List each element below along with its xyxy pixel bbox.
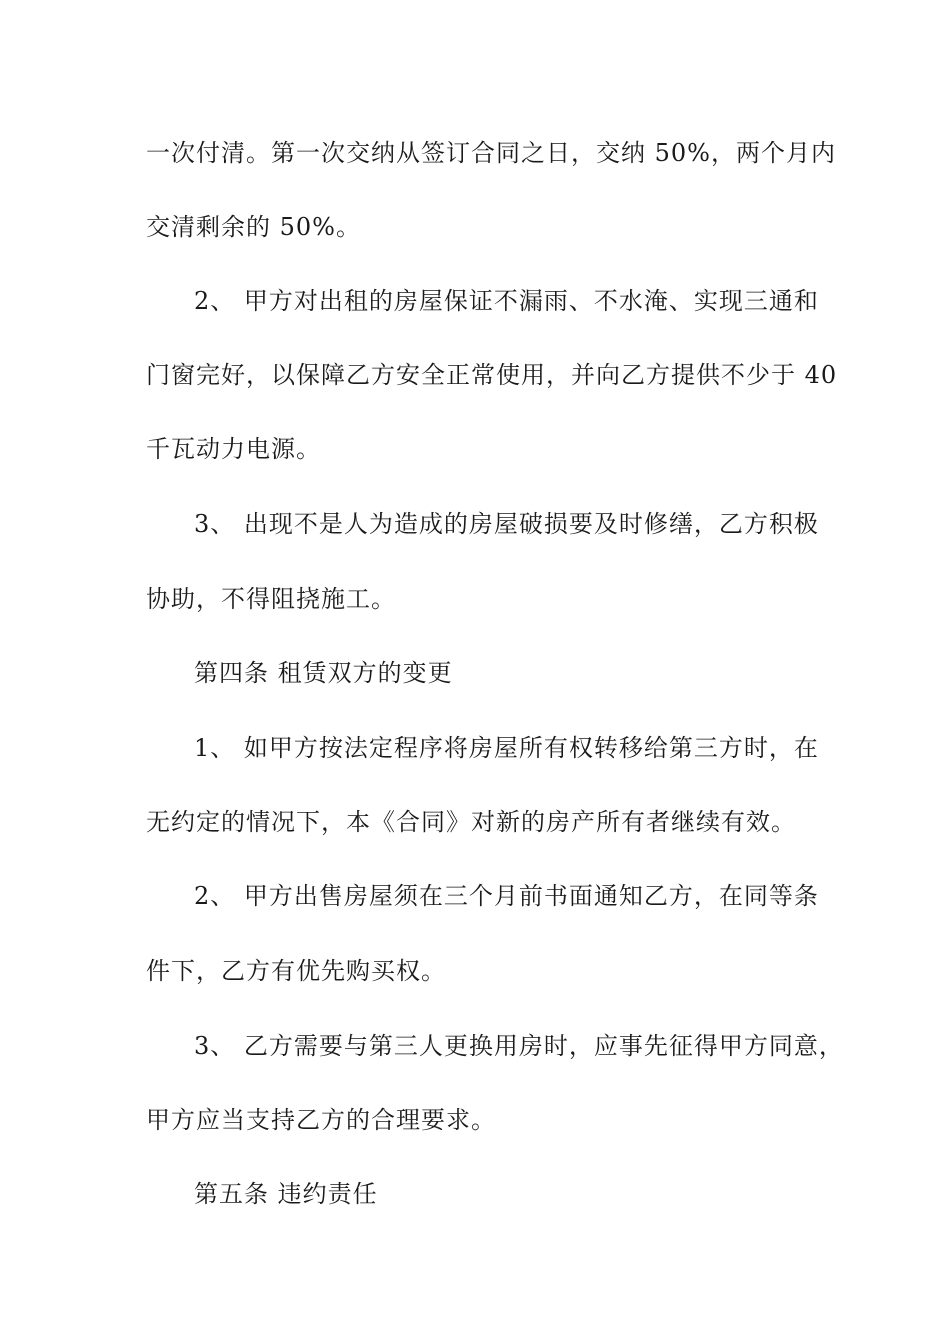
paragraph-line: 一次付清。第一次交纳从签订合同之日，交纳 50%，两个月内: [146, 139, 836, 167]
paragraph-line: 无约定的情况下，本《合同》对新的房产所有者继续有效。: [146, 808, 796, 836]
paragraph-line: 1、 如甲方按法定程序将房屋所有权转移给第三方时，在: [194, 734, 819, 762]
paragraph-line: 2、 甲方对出租的房屋保证不漏雨、不水淹、实现三通和: [194, 287, 819, 315]
paragraph-line: 3、 乙方需要与第三人更换用房时，应事先征得甲方同意，: [194, 1032, 844, 1060]
paragraph-line: 交清剩余的 50%。: [146, 213, 361, 241]
paragraph-line: 门窗完好，以保障乙方安全正常使用，并向乙方提供不少于 40: [146, 361, 838, 389]
paragraph-line: 3、 出现不是人为造成的房屋破损要及时修缮，乙方积极: [194, 510, 819, 538]
paragraph-line: 千瓦动力电源。: [146, 435, 321, 463]
section-heading: 第四条 租赁双方的变更: [194, 659, 453, 687]
paragraph-line: 件下，乙方有优先购买权。: [146, 957, 446, 985]
section-heading: 第五条 违约责任: [194, 1180, 378, 1208]
paragraph-line: 2、 甲方出售房屋须在三个月前书面通知乙方，在同等条: [194, 882, 819, 910]
paragraph-line: 甲方应当支持乙方的合理要求。: [146, 1106, 496, 1134]
paragraph-line: 协助，不得阻挠施工。: [146, 585, 396, 613]
